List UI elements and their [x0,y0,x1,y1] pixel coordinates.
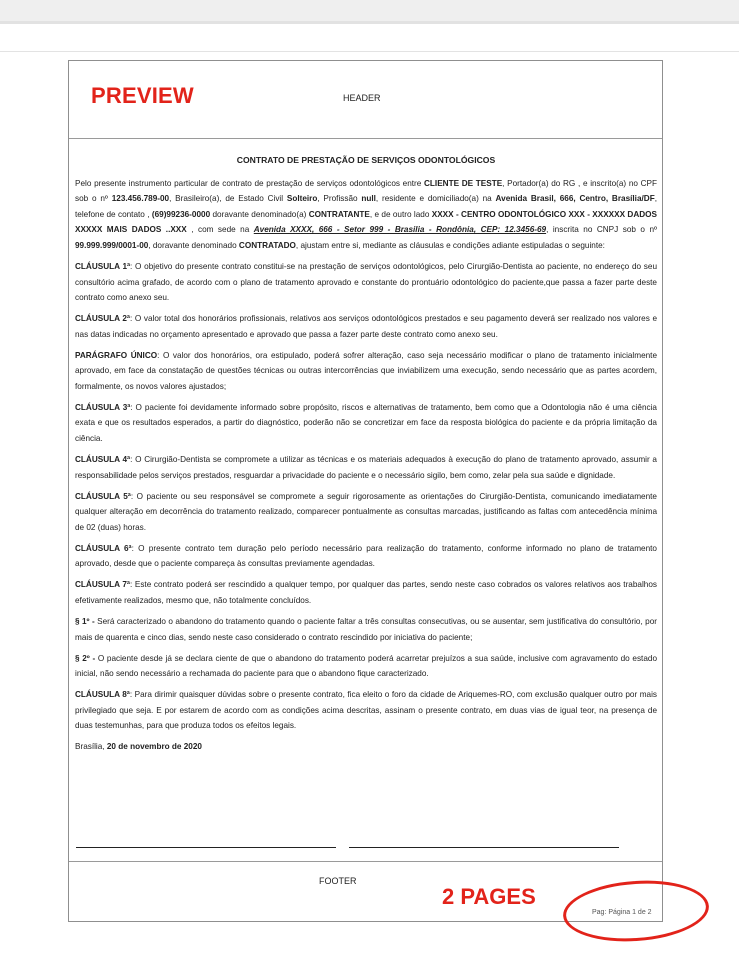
clinic-name: XXXX - CENTRO ODONTOLÓGICO XXX - XXXXXX DADOS XXXXX MAIS DADOS ..XXX [75,209,657,235]
profession: null [361,194,376,204]
clause-1: CLÁUSULA 1ª: O objetivo do presente contrato constitui-se na prestação de serviços odontológicos, pelo Cirurgião-Dentista ao paciente, no endereço do seu consultório acima grafado, de acordo com o plano de tratamento aprovado e constante do prontuário odontológico do paciente,que passa a fazer parte deste contrato como anexo seu. [75,261,657,303]
date-line: Brasília, 20 de novembro de 2020 [75,742,202,752]
clause-3: CLÁUSULA 3ª: O paciente foi devidamente informado sobre propósito, riscos e alternativas de tratamento, bem como que a Odontologia não é uma ciência exata e que os resultados esperados, a partir do diagnóstico, poderão não se concretizar em face da resposta biológica do paciente e da própria limitação da ciência. [75,402,657,444]
paragrafo-unico: PARÁGRAFO ÚNICO: O valor dos honorários, ora estipulado, poderá sofrer alteração, caso seja necessário modificar o plano de tratamento inicialmente aprovado, em face da constatação de questões técnicas ou outras intercorrências que inviabilizem uma execução, sendo necessário que as partes acordem, formalmente, os novos valores ajustados; [75,350,658,391]
clause-7: CLÁUSULA 7ª: Este contrato poderá ser rescindido a qualquer tempo, por qualquer das partes, sendo neste caso cobrados os valores relativos aos trabalhos efetivamente realizados, mesmo que, não totalmente concluídos. [75,580,657,605]
pages-annotation: 2 PAGES [442,884,536,909]
client-phone: (69)99236-0000 [151,209,211,219]
clause-4: CLÁUSULA 4ª: O Cirurgião-Dentista se compromete a utilizar as técnicas e os materiais adequados à execução do plano de tratamento aprovado, assumir a responsabilidade pelos serviços prestados, resguardar a privacidade do paciente e o necessário sigilo, bem como, zelar pela sua saúde e dignidade. [75,455,657,480]
toolbar-divider [0,51,739,52]
document-page [68,60,663,922]
client-name: CLIENTE DE TESTE [424,178,503,188]
top-bar-shadow [0,21,739,24]
browser-top-bar [0,0,739,21]
contract-title: CONTRATO DE PRESTAÇÃO DE SERVIÇOS ODONTOLÓGICOS [236,155,496,165]
civil-status: Solteiro [286,194,318,204]
page-footer: FOOTER [319,876,357,886]
signature-line-contratado [349,847,619,848]
contratante-label: CONTRATANTE [308,209,370,219]
page-header: HEADER [343,93,381,103]
clause-8: CLÁUSULA 8ª: Para dirimir quaisquer dúvidas sobre o presente contrato, fica eleito o foro da cidade de Ariquemes-RO, com exclusão qualquer outro por mais privilegiado que seja. E por estarem de acordo com as condições acima descritas, assinam o presente contrato, em duas vias de igual teor, na presença de duas testemunhas, para que produza todos os efeitos legais. [75,690,657,731]
client-address: Avenida Brasil, 666, Centro, Brasília/DF [495,194,655,204]
clause-5: CLÁUSULA 5ª: O paciente ou seu responsável se compromete a seguir rigorosamente as orientações do Cirurgião-Dentista, comunicando imediatamente qualquer alteração em decorrência do tratamento realizado, comparecer pontualmente as consultas marcadas, justificando as faltas com antecedência mínima de 02 (duas) horas. [75,491,657,532]
intro-paragraph: Pelo presente instrumento particular de contrato de prestação de serviços odontológicos entre CLIENTE DE TESTE, Portador(a) do RG , e inscrito(a) no CPF sob o nº 123.456.789-00, Brasileiro(a), de Estado Civil Solteiro, Profissão null, residente e domiciliado(a) na Avenida Brasil, 666, Centro, Brasília/DF, telefone de contato , (69)99236-0000 doravante denominado(a) CONTRATANTE, e de outro lado XXXX - CENTRO ODONTOLÓGICO XXX - XXXXXX DADOS XXXXX MAIS DADOS ..XXX , com sede na Avenida XXXX, 666 - Setor 999 - Brasilia - Rondônia, CEP: 12.3456-69, inscrita no CNPJ sob o nº 99.999.999/0001-00, doravante denominado CONTRATADO, ajustam entre si, mediante as cláusulas e condições adiante estipuladas o seguinte: [75,178,657,250]
signature-line-contratante [76,847,336,848]
clinic-address: Avenida XXXX, 666 - Setor 999 - Brasilia - Rondônia, CEP: 12.3456-69 [253,225,547,235]
contratado-label: CONTRATADO [238,240,296,250]
preview-annotation: PREVIEW [91,83,194,108]
footer-divider [69,861,662,862]
clause-2: CLÁUSULA 2ª: O valor total dos honorários profissionais, relativos aos serviços odontológicos prestados e seu pagamento deverá ser realizado nos valores e nas datas indicadas no orçamento apresentado e aprovado que passa a fazer parte deste contrato como anexo seu. [75,314,657,339]
contract-body [75,153,657,760]
contract-date: 20 de novembro de 2020 [106,742,202,752]
clause-6: CLÁUSULA 6ª: O presente contrato tem duração pelo período necessário para realização do tratamento, conforme informado no plano de tratamento aprovado, desde que o paciente compareça às consultas previamente agendadas. [75,543,657,569]
page-number: Pag: Página 1 de 2 [592,909,652,916]
header-divider [69,138,662,139]
paragraph-1: § 1º - Será caracterizado o abandono do tratamento quando o paciente faltar a três consultas consecutivas, ou se ausentar, sem justificativa do consultório, por mais de quarenta e cinco dias, sendo neste caso considerado o contrato rescindido por iniciativa do paciente; [75,616,657,642]
client-cpf: 123.456.789-00 [111,194,170,204]
clinic-cnpj: 99.999.999/0001-00 [75,240,149,250]
paragraph-2: § 2º - O paciente desde já se declara ciente de que o abandono do tratamento poderá acarretar prejuízos a sua saúde, inclusive com agravamento do estado inicial, não sendo necessário a rechamada do paciente para que o abandono fique caracterizado. [75,653,657,679]
